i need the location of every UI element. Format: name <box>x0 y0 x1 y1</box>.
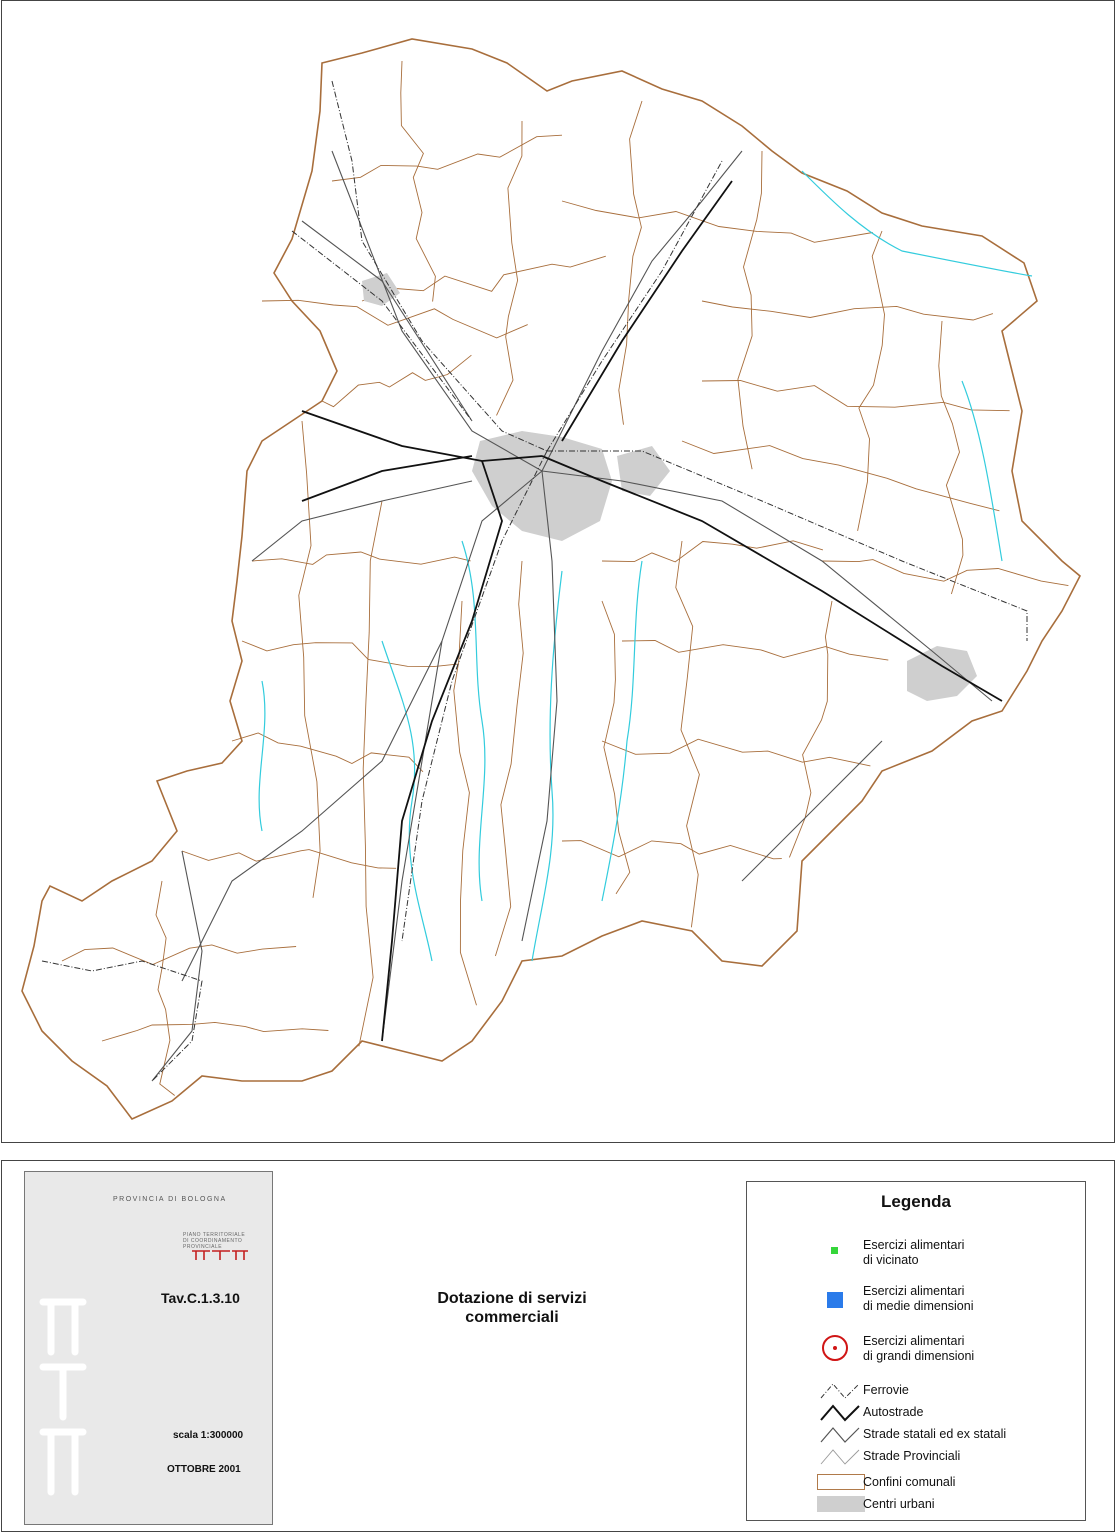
legend-railways-label: Ferrovie <box>863 1383 909 1397</box>
plan-line3: PROVINCIALE <box>183 1244 223 1250</box>
line-swatches <box>819 1380 863 1472</box>
plan-line1: PIANO TERRITORIALE <box>183 1232 246 1238</box>
legend-small-line2: di vicinato <box>863 1253 919 1267</box>
legend-medium-line1: Esercizi alimentari <box>863 1284 965 1298</box>
map-title <box>407 1289 617 1327</box>
province-name: PROVINCIA DI BOLOGNA <box>113 1196 227 1203</box>
legend-frame <box>1 1160 1115 1532</box>
plan-line2: DI COORDINAMENTO <box>183 1238 243 1244</box>
legend-medium-line2: di medie dimensioni <box>863 1299 974 1313</box>
legend-provincial-roads-label: Strade Provinciali <box>863 1449 961 1463</box>
provincial-road-swatch <box>821 1450 859 1464</box>
legend-large-line2: di grandi dimensioni <box>863 1349 975 1363</box>
map-title-line2: commerciali <box>465 1309 559 1326</box>
legend-box <box>746 1181 1086 1521</box>
urban-center-swatch <box>817 1496 865 1512</box>
state-road-swatch <box>821 1428 859 1442</box>
map-title-line1: Dotazione di servizi <box>437 1290 587 1307</box>
commune-border-swatch <box>817 1474 865 1490</box>
province-map[interactable] <box>2 1 1114 1142</box>
legend-small-line1: Esercizi alimentari <box>863 1238 965 1252</box>
large-store-swatch <box>822 1335 848 1361</box>
medium-store-swatch <box>827 1292 843 1308</box>
legend-large-line1: Esercizi alimentari <box>863 1334 965 1348</box>
railway-swatch <box>821 1384 859 1398</box>
legend-urban-centers-label: Centri urbani <box>863 1497 935 1511</box>
legend-motorways-label: Autostrade <box>863 1405 924 1419</box>
cartouche <box>24 1171 273 1525</box>
legend-state-roads-label: Strade statali ed ex statali <box>863 1427 1007 1441</box>
motorway-swatch <box>821 1406 859 1420</box>
map-frame <box>1 0 1115 1143</box>
map-scale: scala 1:300000 <box>173 1430 244 1441</box>
small-store-swatch <box>831 1247 838 1254</box>
legend-commune-borders-label: Confini comunali <box>863 1475 956 1489</box>
ptcp-red-logo-icon <box>190 1248 250 1262</box>
province-outline <box>22 39 1080 1119</box>
table-code: Tav.C.1.3.10 <box>161 1290 240 1306</box>
map-date: OTTOBRE 2001 <box>167 1464 241 1475</box>
legend-title: Legenda <box>881 1192 951 1211</box>
ptcp-watermark-icon <box>33 1292 93 1512</box>
